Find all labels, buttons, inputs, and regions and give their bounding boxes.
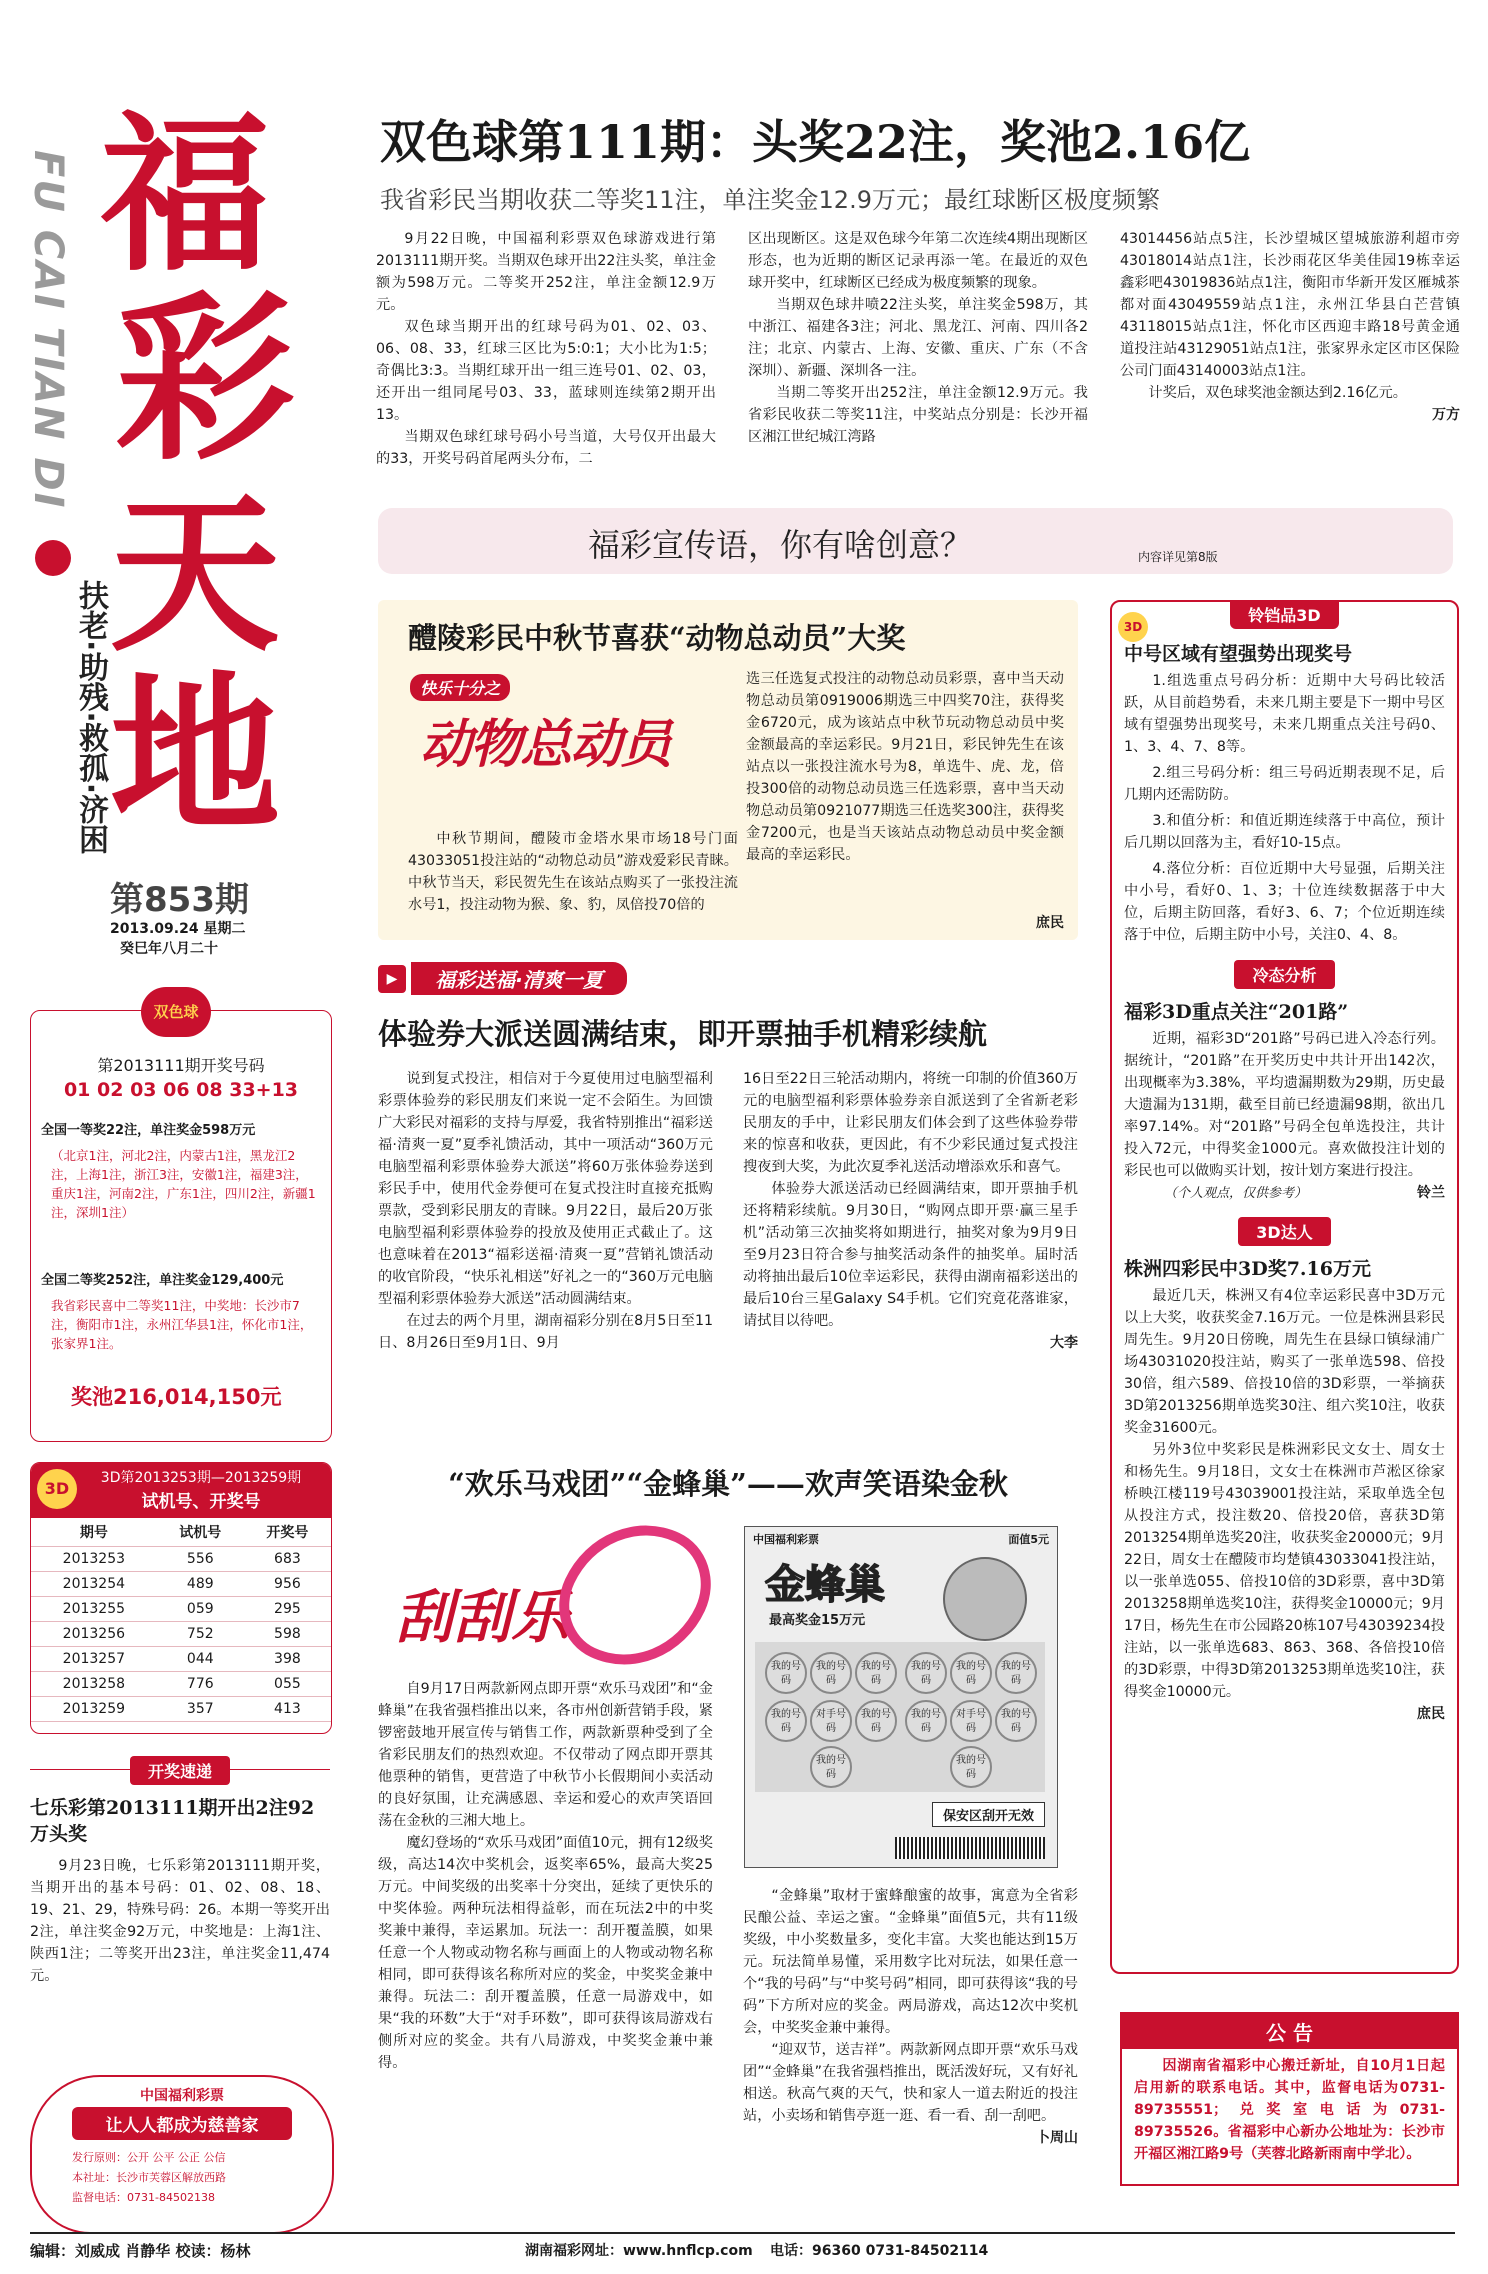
slogan-banner[interactable] xyxy=(378,508,1453,574)
promo-box xyxy=(30,2075,334,2234)
top-story-col1 xyxy=(376,228,716,470)
sidebar-cold-title: 福彩3D重点关注“201路” xyxy=(1124,1001,1349,1023)
animal-author: 庶民 xyxy=(1036,915,1064,931)
my-number-cell: 我的号码 xyxy=(905,1700,947,1742)
cell: 2013256 xyxy=(31,1622,157,1647)
animal-story-title: 醴陵彩民中秋节喜获“动物总动员”大奖 xyxy=(408,621,906,655)
sidebar-star-author: 庶民 xyxy=(1417,1706,1445,1722)
sidebar-3d-title: 中号区域有望强势出现奖号 xyxy=(1124,643,1353,665)
th-period: 期号 xyxy=(31,1518,157,1547)
masthead xyxy=(25,95,325,940)
paragraph: 区出现断区。这是双色球今年第二次连续4期出现断区形态，也为近期的断区记录再添一笔。在最近的双色球开奖中，红球断区已经成为极度频繁的现象。 xyxy=(748,231,1088,291)
my-number-cell: 我的号码 xyxy=(765,1652,807,1694)
first-prize: 全国一等奖22注，单注奖金598万元 xyxy=(41,1123,256,1138)
promo-hotline: 监督电话：0731-84502138 xyxy=(72,2191,215,2204)
cell: 055 xyxy=(244,1672,331,1697)
paragraph: “金蜂巢”取材于蜜蜂酿蜜的故事，寓意为全省彩民酿公益、幸运之蜜。“金蜂巢”面值5元，共有11级奖级，中小奖数量多，变化丰富。大奖也能达到15万元。玩法简单易懂，采用数字比对玩法，如果任意一个“我的号码”与“中奖号码”相同，即可获得该“我的号码”下方所对应的奖金。两局游戏，高达12次中奖机会，中奖奖金兼中兼得。 xyxy=(743,1888,1078,2036)
masthead-char-tian: 天 xyxy=(110,475,281,675)
cell: 398 xyxy=(244,1647,331,1672)
animal-story xyxy=(378,600,1078,940)
cell: 956 xyxy=(244,1572,331,1597)
paragraph: 当期双色球红球号码小号当道，大号仅开出最大的33，开奖号码首尾两头分布，二 xyxy=(376,429,716,467)
paragraph: 另外3位中奖彩民是株洲彩民文女士、周女士和杨先生。9月18日，文女士在株洲市芦淞区徐家桥映江楼119号43039001投注站，采取单选全包从投注方式，投注数20、倍投20倍，喜获3D第2013254期单选奖20注，收获奖金20000元；9月22日，周女士在醴陵市均楚镇43033041投注站，以一张单选055、倍投10倍的3D彩票，喜中3D第2013258期单选奖10注，获得奖金10000元；9月17日，杨先生在市公园路20栋107号43039234投注站，以一张单选683、863、368、各倍投10倍的3D彩票，中得3D第2013253期单选奖10注，获得奖金10000元。 xyxy=(1124,1442,1445,1700)
jackpot: 奖池216,014,150元 xyxy=(71,1385,282,1409)
ticket-footer: 保安区刮开无效 xyxy=(932,1802,1045,1827)
my-number-cell: 我的号码 xyxy=(810,1746,852,1788)
ssq-badge: 双色球 xyxy=(141,987,211,1037)
scratch-logo-text: 刮刮乐 xyxy=(395,1583,570,1651)
issue-number: 第853期 xyxy=(110,880,249,920)
ticket-play-area xyxy=(755,1642,1045,1792)
jinfengchao-ticket xyxy=(744,1526,1058,1868)
promo-slogan: 让人人都成为慈善家 xyxy=(72,2107,292,2140)
slogan-banner-text: 福彩宣传语，你有啥创意？ xyxy=(588,526,973,564)
test-period: 3D第2013253期—2013259期 xyxy=(100,1470,302,1486)
qlc-text: 9月23日晚，七乐彩第2013111期开奖，当期开出的基本号码：01、02、08、18、19、21、29，特殊号码：26。本期一等奖开出2注，单注奖金92万元，中奖地是：上海1注、陕西1注；二等奖开出23注，单注奖金11,474元。 xyxy=(30,1858,330,1984)
masthead-char-fu: 福 xyxy=(100,95,271,295)
notice-text: 因湖南省福彩中心搬迁新址，自10月1日起启用新的联系电话。其中，监督电话为0731-89735551；兑奖室电话为0731-89735526。省福彩中心新办公地址为：长沙市开福区湘江路9号（芙蓉北路新雨南中学北）。 xyxy=(1134,2058,1445,2162)
right-sidebar xyxy=(1110,600,1459,1974)
cell: 2013255 xyxy=(31,1597,157,1622)
promo-brand: 中国福利彩票 xyxy=(140,2088,224,2104)
top-story-col3 xyxy=(1120,228,1460,424)
campaign-author: 大李 xyxy=(1050,1335,1078,1351)
promo-principle: 发行原则：公开 公平 公正 公信 xyxy=(72,2151,226,2164)
campaign-col2 xyxy=(743,1068,1078,1352)
notice-title: 公 告 xyxy=(1122,2014,1457,2049)
barcode xyxy=(895,1837,1045,1859)
3d-badge: 3D xyxy=(37,1469,77,1509)
issue-date: 2013.09.24 星期二 xyxy=(110,921,246,937)
campaign-col1 xyxy=(378,1068,713,1354)
analysis-item: 2.组三号码分析：组三号码近期表现不足，后几期内还需防防。 xyxy=(1124,765,1445,803)
cell: 776 xyxy=(157,1672,244,1697)
sidebar-star-tag: 3D达人 xyxy=(1238,1217,1330,1246)
sidebar-3d-tag: 铃铛品3D xyxy=(1230,600,1338,629)
issue-lunar: 癸巳年八月二十 xyxy=(120,941,218,957)
my-number-cell: 我的号码 xyxy=(765,1700,807,1742)
analysis-item: 4.落位分析：百位近期中大号显强，后期关注中小号，看好0、1、3；十位连续数据落于中大位，后期主防回落，看好3、6、7；个位近期连续落于中位，后期主防中小号，关注0、4、8。 xyxy=(1124,861,1445,943)
campaign-tag-text: 福彩送福·清爽一夏 xyxy=(411,962,627,995)
footer-rule xyxy=(30,2232,1455,2234)
ticket-brand: 中国福利彩票 xyxy=(753,1533,819,1546)
sidebar-3d-badge: 3D xyxy=(1118,612,1148,642)
draw-numbers: 01 02 03 06 08 33+13 xyxy=(63,1079,299,1101)
cell: 044 xyxy=(157,1647,244,1672)
play-icon: ▶ xyxy=(378,965,406,993)
cell: 413 xyxy=(244,1697,331,1722)
table-row xyxy=(31,1547,331,1572)
table-row xyxy=(31,1672,331,1697)
my-number-cell: 我的号码 xyxy=(950,1652,992,1694)
paragraph: 双色球当期开出的红球号码为01、02、03、06、08、33，红球三区比为5:0:1；大小比为1:5；奇偶比3:3。当期红球开出一组三连号01、02、03，还开出一组同尾号03、33，蓝球则连续第2期开出13。 xyxy=(376,319,716,423)
test-title: 试机号、开奖号 xyxy=(141,1492,261,1512)
animal-left-text: 中秋节期间，醴陵市金塔水果市场18号门面43033051投注站的“动物总动员”游戏爱彩民青睐。中秋节当天，彩民贺先生在该站点购买了一张投注流水号1，投注动物为猴、象、豹，凤倍投70倍的 xyxy=(408,831,738,913)
my-number-cell: 我的号码 xyxy=(810,1652,852,1694)
scratch-title: “欢乐马戏团”“金蜂巢”——欢声笑语染金秋 xyxy=(448,1467,1008,1501)
paragraph: 体验券大派送活动已经圆满结束，即开票抽手机还将精彩续航。9月30日，“购网点即开票·赢三星手机”活动第三次抽奖将如期进行，抽奖对象为9月9日至9月23日符合参与抽奖活动条件的抽奖单。届时活动将抽出最后10位幸运彩民，获得由湖南福彩送出的最后10台三星Galaxy S4手机。它们究竟花落谁家，请拭目以待吧。 xyxy=(743,1181,1078,1329)
scratch-col2 xyxy=(743,1885,1078,2147)
my-number-cell: 我的号码 xyxy=(855,1652,897,1694)
footer-site: 湖南福彩网址：www.hnflcp.com xyxy=(525,2243,753,2259)
th-draw: 开奖号 xyxy=(244,1518,331,1547)
cell: 2013253 xyxy=(31,1547,157,1572)
draw-label: 第2013111期开奖号码 xyxy=(97,1056,265,1075)
paragraph: 魔幻登场的“欢乐马戏团”面值10元，拥有12级奖级，高达14次中奖机会，返奖率65%，最高大奖25万元。中间奖级的出奖率十分突出，延续了更快乐的中奖体验。两种玩法相得益彰，而在玩法2中的中奖奖兼中兼得，幸运累加。玩法一：刮开覆盖膜，如果任意一个人物或动物名称与画面上的人物或动物名称相同，即可获得该名称所对应的奖金，中奖奖金兼中兼得。玩法二：刮开覆盖膜，任意一局游戏中，如果“我的环数”大于“对手环数”，即可获得该局游戏右侧所对应的奖金。共有八局游戏，中奖奖金兼中兼得。 xyxy=(378,1835,713,2071)
animal-logo-sub: 快乐十分之 xyxy=(410,674,510,701)
cell: 598 xyxy=(244,1622,331,1647)
rival-number-cell: 对手号码 xyxy=(950,1700,992,1742)
scratch-logo-swirl xyxy=(540,1497,730,1692)
table-row xyxy=(31,1647,331,1672)
scratch-author: 卜周山 xyxy=(1036,2130,1078,2146)
cell: 556 xyxy=(157,1547,244,1572)
test-numbers-table xyxy=(31,1518,331,1722)
sidebar-star-title: 株洲四彩民中3D奖7.16万元 xyxy=(1124,1258,1371,1280)
second-prize: 全国二等奖252注，单注奖金129,400元 xyxy=(41,1273,284,1288)
ticket-prize: 最高奖金15万元 xyxy=(769,1613,866,1628)
qlc-tag: 开奖速递 xyxy=(130,1756,230,1785)
ticket-name: 金蜂巢 xyxy=(765,1562,885,1608)
cell: 295 xyxy=(244,1597,331,1622)
masthead-char-di: 地 xyxy=(110,655,281,855)
cell: 752 xyxy=(157,1622,244,1647)
masthead-slogan: 扶老·助残·救孤·济困 xyxy=(73,580,108,855)
cell: 2013257 xyxy=(31,1647,157,1672)
animal-logo-main: 动物总动员 xyxy=(420,715,671,775)
table-row xyxy=(31,1622,331,1647)
qlc-title: 七乐彩第2013111期开出2注92万头奖 xyxy=(30,1797,315,1845)
my-number-cell: 我的号码 xyxy=(950,1746,992,1788)
slogan-banner-note: 内容详见第8版 xyxy=(1138,550,1218,564)
sidebar-cold-author: 铃兰 xyxy=(1417,1185,1445,1201)
my-number-cell: 我的号码 xyxy=(855,1700,897,1742)
rival-number-cell: 对手号码 xyxy=(810,1700,852,1742)
test-numbers-box xyxy=(30,1462,332,1734)
promo-address: 本社址：长沙市芙蓉区解放西路 xyxy=(72,2171,226,2184)
cell: 2013254 xyxy=(31,1572,157,1597)
my-number-cell: 我的号码 xyxy=(995,1652,1037,1694)
bee-icon xyxy=(943,1557,1027,1641)
paragraph: 9月22日晚，中国福利彩票双色球游戏进行第2013111期开奖。当期双色球开出22注头奖，单注金额为598万元。二等奖开252注，单注金额12.9万元。 xyxy=(376,231,716,313)
scratch-logo xyxy=(385,1520,715,1670)
th-test: 试机号 xyxy=(157,1518,244,1547)
lottery-logo xyxy=(35,540,71,576)
masthead-pinyin: FU CAI TIAN DI xyxy=(25,150,71,510)
my-number-cell: 我的号码 xyxy=(995,1700,1037,1742)
masthead-char-cai: 彩 xyxy=(115,274,296,485)
analysis-item: 1.组选重点号码分析：近期中大号码比较活跃，从目前趋势看，未来几期主要是下一期中号区域有望强势出现奖号，未来几期重点关注号码0、1、3、4、7、8等。 xyxy=(1124,673,1445,755)
ticket-price: 面值5元 xyxy=(1008,1533,1049,1546)
cell: 059 xyxy=(157,1597,244,1622)
paragraph: 最近几天，株洲又有4位幸运彩民喜中3D万元以上大奖，收获奖金7.16万元。一位是株洲县彩民周先生。9月20日傍晚，周先生在县绿口镇绿浦广场43031020投注站，购买了一张单选598、倍投30倍，组六589、倍投10倍的3D彩票，一举摘获3D第2013256期单选奖30注、组六奖10注，收获奖金31600元。 xyxy=(1124,1288,1445,1436)
cell: 2013258 xyxy=(31,1672,157,1697)
notice-box xyxy=(1120,2012,1459,2186)
cell: 683 xyxy=(244,1547,331,1572)
cell: 2013259 xyxy=(31,1697,157,1722)
table-row xyxy=(31,1697,331,1722)
top-story-col2 xyxy=(748,228,1088,448)
campaign-tag xyxy=(378,962,1078,994)
draw-result-box xyxy=(30,1003,332,1442)
my-number-cell: 我的号码 xyxy=(905,1652,947,1694)
paragraph: 当期二等奖开出252注，单注金额12.9万元。我省彩民收获二等奖11注，中奖站点分别是：长沙开福区湘江世纪城江湾路 xyxy=(748,385,1088,445)
top-story-subtitle: 我省彩民当期收获二等奖11注，单注奖金12.9万元；最红球断区极度频繁 xyxy=(380,186,1160,214)
campaign-title: 体验券大派送圆满结束，即开票抽手机精彩续航 xyxy=(378,1017,988,1051)
sidebar-cold-note: （个人观点，仅供参考） xyxy=(1164,1186,1308,1201)
paragraph: 自9月17日两款新网点即开票“欢乐马戏团”和“金蜂巢”在我省强档推出以来，各市州创新营销手段，紧锣密鼓地开展宣传与销售工作，两款新票种受到了全省彩民朋友们的热烈欢迎。不仅带动了网点即开票其他票种的销售，更营造了中秋节小长假期间小卖活动的良好氛围，让充满感恩、幸运和爱心的欢声笑语回荡在金秋的三湘大地上。 xyxy=(378,1681,713,1829)
footer-phone: 电话：96360 0731-84502114 xyxy=(770,2243,989,2259)
paragraph: 当期双色球井喷22注头奖，单注奖金598万，其中浙江、福建各3注；河北、黑龙江、河南、四川各2注；北京、内蒙古、上海、安徽、重庆、广东（不含深圳）、新疆、深圳各一注。 xyxy=(748,297,1088,379)
paragraph: 43014456站点5注，长沙望城区望城旅游利超市旁43018014站点1注，长沙雨花区华美佳园19栋幸运鑫彩吧43019836站点1注，衡阳市华新开发区雁城茶都对面43049559站点1注，永州江华县白芒营镇43118015站点1注，怀化市区西迎丰路18号黄金通道投注站43129051站点1注，张家界永定区市区保险公司门面43140003站点1注。 xyxy=(1120,231,1460,379)
first-prize-detail: （北京1注，河北2注，内蒙古1注，黑龙江2注，上海1注，浙江3注，安徽1注，福建3注，重庆1注，河南2注，广东1注，四川2注，新疆1注，深圳1注） xyxy=(51,1148,316,1220)
cell: 357 xyxy=(157,1697,244,1722)
paragraph: 近期，福彩3D“201路”号码已进入冷态行列。据统计，“201路”在开奖历史中共计开出142次，出现概率为3.38%，平均遗漏期数为29期，历史最大遗漏为131期，截至目前已经遗漏98期，欲出几率97.14%。对“201路”号码全包单选投注，共计投入72元，中得奖金1000元。喜欢做投注计划的彩民也可以做购买计划，按计划方案进行投注。 xyxy=(1124,1031,1445,1179)
table-row xyxy=(31,1572,331,1597)
second-prize-detail: 我省彩民喜中二等奖11注，中奖地：长沙市7注，衡阳市1注，永州江华县1注，怀化市1注，张家界1注。 xyxy=(51,1298,313,1351)
qlc-section xyxy=(30,1755,330,1987)
scratch-col1 xyxy=(378,1678,713,2074)
paragraph: 16日至22日三轮活动期内，将统一印制的价值360万元的电脑型福利彩票体验券亲自派送到了全省新老彩民朋友的手中，让彩民朋友们体会到了这些体验券带来的惊喜和收获，更因此，有不少彩民通过复式投注搜夜到大奖，为此次夏季礼送活动增添欢乐和喜气。 xyxy=(743,1071,1078,1175)
animal-logo xyxy=(390,670,730,775)
cell: 489 xyxy=(157,1572,244,1597)
table-row xyxy=(31,1597,331,1622)
animal-right-text: 选三任选复式投注的动物总动员彩票，喜中当天动物总动员第0919006期选三中四奖70注，获得奖金6720元，成为该站点中秋节玩动物总动员中奖金额最高的幸运彩民。9月21日，彩民钟先生在该站点以一张投注流水号为8，单选牛、虎、龙，倍投300倍的动物总动员选三任选彩票，喜中当天动物总动员第0921077期选三任选奖300注，获得奖金7200元，也是当天该站点动物总动员中奖金额最高的幸运彩民。 xyxy=(746,671,1064,863)
top-story-author: 万方 xyxy=(1432,407,1460,423)
sidebar-cold-tag: 冷态分析 xyxy=(1234,960,1334,989)
top-story-title: 双色球第111期：头奖22注，奖池2.16亿 xyxy=(380,115,1251,169)
analysis-item: 3.和值分析：和值近期连续落于中高位，预计后几期以回落为主，看好10-15点。 xyxy=(1124,813,1445,851)
paragraph: 计奖后，双色球奖池金额达到2.16亿元。 xyxy=(1148,385,1407,401)
footer-editors: 编辑：刘威成 肖静华 校读：杨林 xyxy=(30,2242,251,2260)
paragraph: 在过去的两个月里，湖南福彩分别在8月5日至11日、8月26日至9月1日、9月 xyxy=(378,1313,713,1351)
paragraph: “迎双节，送吉祥”。两款新网点即开票“欢乐马戏团”“金蜂巢”在我省强档推出，既活泼好玩，又有好礼相送。秋高气爽的天气，快和家人一道去附近的投注站，小卖场和销售亭逛一逛、看一看、刮一刮吧。 xyxy=(743,2042,1078,2124)
paragraph: 说到复式投注，相信对于今夏使用过电脑型福利彩票体验券的彩民朋友们来说一定不会陌生。为回馈广大彩民对福彩的支持与厚爱，我省特别推出“福彩送福·清爽一夏”夏季礼馈活动，其中一项活动“360万元电脑型福利彩票体验券大派送”将60万张体验券送到彩民手中，使用代金券便可在复式投注时直接充抵购票款，受到彩民朋友的青睐。9月22日，最后20万张电脑型福利彩票体验券的投放及使用正式截止了。这也意味着在2013“福彩送福·清爽一夏”营销礼馈活动的收官阶段，“快乐礼相送”好礼之一的“360万元电脑型福利彩票体验券大派送”活动圆满结束。 xyxy=(378,1071,713,1307)
